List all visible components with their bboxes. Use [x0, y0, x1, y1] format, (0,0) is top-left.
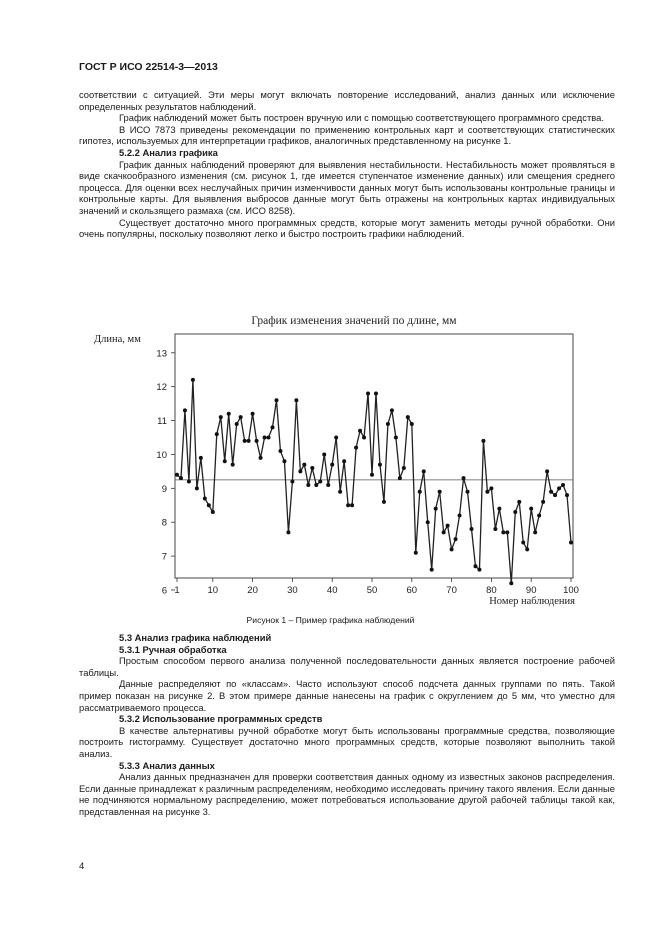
data-point: [509, 581, 513, 585]
data-point: [481, 439, 485, 443]
data-point: [243, 439, 247, 443]
data-point: [263, 436, 267, 440]
chart-svg: [90, 312, 590, 612]
data-point: [537, 513, 541, 517]
y-tick-label: 11: [157, 416, 167, 428]
data-point: [565, 493, 569, 497]
data-point: [211, 510, 215, 514]
data-point: [386, 422, 390, 426]
data-point: [326, 483, 330, 487]
data-point: [203, 497, 207, 501]
data-point: [342, 459, 346, 463]
section-heading: 5.3 Анализ графика наблюдений: [119, 632, 272, 643]
paragraph: Простым способом первого анализа полученной последовательности данных является построение рабочей таблицы.: [79, 655, 615, 678]
data-point: [438, 490, 442, 494]
data-point: [434, 507, 438, 511]
data-point: [310, 466, 314, 470]
y-axis-label: Длина, мм: [94, 334, 141, 345]
data-point: [271, 425, 275, 429]
data-point: [227, 412, 231, 416]
data-point: [446, 524, 450, 528]
data-point: [406, 415, 410, 419]
data-point: [183, 408, 187, 412]
data-point: [485, 490, 489, 494]
x-tick-label: 50: [366, 585, 378, 596]
data-point: [350, 503, 354, 507]
data-point: [314, 483, 318, 487]
x-tick-label: 10: [207, 585, 219, 596]
x-axis-label: Номер наблюдения: [489, 596, 575, 607]
data-point: [334, 436, 338, 440]
data-point: [466, 490, 470, 494]
data-point: [477, 568, 481, 572]
data-point: [541, 500, 545, 504]
paragraph: График наблюдений может быть построен вручную или с помощью соответствующего программного средства.: [119, 112, 604, 124]
data-point: [175, 473, 179, 477]
data-point: [346, 503, 350, 507]
page-number: 4: [79, 861, 85, 872]
data-point: [191, 378, 195, 382]
paragraph: В качестве альтернативы ручной обработке могут быть использованы программные средства, позволяющие построить гистограмму. Существует достаточно много программных средств, которые позволяют выполнить такой анализ.: [79, 724, 615, 759]
data-point: [501, 530, 505, 534]
data-point: [366, 391, 370, 395]
x-tick-label: 90: [525, 585, 537, 596]
data-point: [282, 459, 286, 463]
data-point: [274, 398, 278, 402]
data-point: [426, 520, 430, 524]
section-heading: 5.3.1 Ручная обработка: [119, 643, 227, 655]
data-point: [259, 456, 263, 460]
data-point: [521, 541, 525, 545]
data-point: [489, 486, 493, 490]
data-point: [286, 530, 290, 534]
data-point: [370, 473, 374, 477]
data-point: [235, 422, 239, 426]
x-tick-label: 80: [486, 585, 497, 596]
x-tick-label: 40: [326, 585, 338, 596]
data-point: [545, 469, 549, 473]
data-point: [402, 466, 406, 470]
document-header: ГОСТ Р ИСО 22514-3—2013: [79, 61, 218, 73]
data-point: [267, 436, 271, 440]
data-point: [187, 480, 191, 484]
paragraph: В ИСО 7873 приведены рекомендации по применению контрольных карт и соответствующих статистических гипотез, используемых для интерпретации графиков, аналогичных представленному на рисунке 1.: [79, 123, 615, 147]
data-point: [290, 480, 294, 484]
data-point: [505, 530, 509, 534]
paragraph: соответствии с ситуацией. Эти меры могут включать повторение исследований, анализ данных или исключение определенных результатов наблюдений.: [79, 89, 615, 112]
data-point: [239, 415, 243, 419]
data-point: [358, 429, 362, 433]
data-point: [525, 547, 529, 551]
data-point: [410, 422, 414, 426]
data-point: [354, 446, 358, 450]
y-tick-label: 12: [156, 382, 167, 394]
data-point: [517, 500, 521, 504]
x-tick-label: 20: [247, 585, 258, 596]
data-point: [513, 510, 517, 514]
data-point: [306, 483, 310, 487]
data-point: [454, 537, 458, 541]
paragraph: График данных наблюдений проверяют для выявления нестабильности. Нестабильность может проявляться в виде скачкообразного изменения (см. рисунок 1, где имеется ступенчатое изменение данных) или смещения среднего процесса. Для оценки всех неслучайных причин изменчивости данных могут быть использованы контрольные границы и контрольные карты. Для выявления выбросов данные могут быть отражены на контрольных картах индивидуальных значений и скользящего размаха (см. ИСО 8258).: [79, 158, 615, 216]
text-block-top: [79, 89, 615, 240]
data-point: [322, 452, 326, 456]
data-point: [247, 439, 251, 443]
x-tick-label: 1: [174, 585, 180, 596]
data-point: [458, 513, 462, 517]
y-tick-label: 6: [161, 585, 167, 597]
paragraph: Анализ данных предназначен для проверки соответствия данных одному из известных законов распределения. Если данные принадлежат к различным распределениям, необходимо исследовать причину такого явления. Если данные не подчиняются нормальному распределению, может потребоваться использование другой рабочей таблицы такой как, представленная на рисунке 3.: [79, 771, 615, 817]
data-point: [390, 408, 394, 412]
data-point: [394, 436, 398, 440]
data-point: [302, 463, 306, 467]
y-tick-label: 10: [156, 449, 167, 461]
data-point: [442, 530, 446, 534]
data-point: [398, 476, 402, 480]
data-point: [450, 547, 454, 551]
y-tick-label: 7: [161, 551, 167, 563]
data-point: [382, 500, 386, 504]
y-tick-label: 9: [161, 483, 167, 495]
paragraph: Данные распределяют по «классам». Часто используют способ подсчета данных группами по пять. Такой пример показан на рисунке 2. В этом примере данные нанесены на график с округлением до 5 мм, что уместно для рассматриваемого процесса.: [79, 678, 615, 713]
data-point: [549, 490, 553, 494]
y-tick-label: 8: [161, 517, 167, 529]
data-point: [529, 507, 533, 511]
data-point: [338, 490, 342, 494]
data-point: [378, 463, 382, 467]
data-point: [215, 432, 219, 436]
section-heading: 5.2.2 Анализ графика: [119, 146, 218, 158]
paragraph: Существует достаточно много программных средств, которые могут заменить методы ручной обработки. Они очень популярны, поскольку позволяют легко и быстро построить графики наблюдений.: [79, 216, 615, 240]
data-point: [195, 486, 199, 490]
data-point: [462, 476, 466, 480]
data-point: [430, 568, 434, 572]
data-point: [231, 463, 235, 467]
section-heading: 5.3.2 Использование программных средств: [119, 713, 323, 725]
section-heading: 5.3.3 Анализ данных: [119, 759, 215, 771]
data-point: [298, 469, 302, 473]
data-point: [418, 490, 422, 494]
x-tick-label: 100: [563, 585, 579, 596]
figure-caption: Рисунок 1 – Пример графика наблюдений: [246, 615, 415, 625]
data-point: [414, 551, 418, 555]
data-point: [318, 480, 322, 484]
data-point: [470, 527, 474, 531]
data-point: [223, 459, 227, 463]
chart-title: График изменения значений по длине, мм: [251, 315, 457, 327]
data-point: [557, 486, 561, 490]
data-point: [294, 398, 298, 402]
data-point: [533, 530, 537, 534]
data-point: [255, 439, 259, 443]
data-point: [330, 463, 334, 467]
data-point: [179, 476, 183, 480]
data-point: [362, 436, 366, 440]
observation-chart: [90, 312, 590, 612]
data-point: [251, 412, 255, 416]
data-point: [493, 527, 497, 531]
data-point: [553, 493, 557, 497]
x-tick-label: 70: [446, 585, 457, 596]
data-point: [374, 391, 378, 395]
text-block-bottom: [79, 632, 615, 818]
data-point: [207, 503, 211, 507]
data-point: [422, 469, 426, 473]
series-line: [177, 380, 571, 583]
data-point: [473, 564, 477, 568]
x-tick-label: 30: [287, 585, 298, 596]
data-point: [561, 483, 565, 487]
data-point: [278, 449, 282, 453]
data-point: [569, 541, 573, 545]
data-point: [219, 415, 223, 419]
x-tick-label: 60: [406, 585, 418, 596]
y-tick-label: 13: [156, 348, 167, 360]
data-point: [199, 456, 203, 460]
data-point: [497, 507, 501, 511]
